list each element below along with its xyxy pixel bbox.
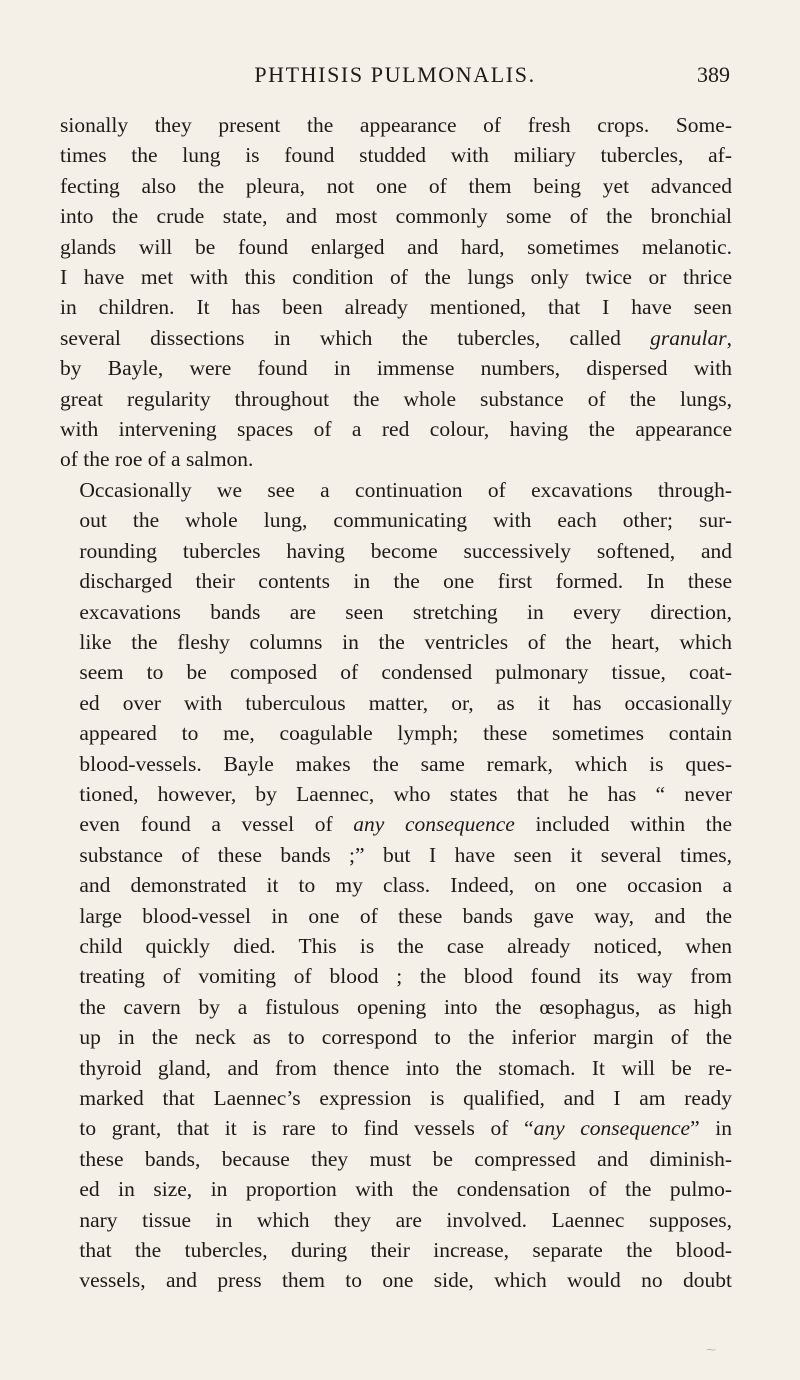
text-line: marked that Laennec’s expression is qualified, and I am ready (79, 1086, 732, 1110)
italic-term: any consequence (533, 1116, 691, 1141)
text-run: , (726, 325, 732, 350)
text-line: blood-vessels. Bayle makes the same remark, which is ques- (79, 751, 732, 776)
running-head (60, 62, 730, 96)
text-line: fecting also the pleura, not one of them being yet advanced (60, 173, 732, 198)
text-line: tioned, however, by Laennec, who states that he has “ never (79, 781, 732, 806)
text-line (60, 1113, 732, 1143)
text-line: like the fleshy columns in the ventricles of the heart, which (79, 629, 732, 654)
text-line: Occasionally we see a continuation of excavations through- (79, 477, 732, 502)
italic-term: any consequence (353, 812, 515, 837)
italic-term: granular (650, 325, 727, 350)
text-line: excavations bands are seen stretching in every direction, (79, 599, 732, 624)
text-line: times the lung is found studded with miliary tubercles, af- (60, 143, 732, 168)
text-line: discharged their contents in the one first formed. In these (79, 569, 732, 594)
text-line: these bands, because they must be compressed and diminish- (79, 1146, 732, 1171)
running-title: PHTHISIS PULMONALIS. (254, 62, 536, 87)
text-run: several dissections in which the tubercles, called (60, 325, 651, 350)
text-line: the cavern by a fistulous opening into the œsophagus, as high (79, 994, 732, 1019)
text-line: seem to be composed of condensed pulmonary tissue, coat- (79, 660, 732, 685)
body-text (60, 110, 732, 1296)
text-line: appeared to me, coagulable lymph; these sometimes contain (79, 721, 732, 746)
ink-smudge: ⁓ (706, 1345, 716, 1356)
text-line: ed over with tuberculous matter, or, as it has occasionally (79, 690, 732, 715)
paragraph-1 (60, 110, 732, 475)
text-line: thyroid gland, and from thence into the stomach. It will be re- (79, 1055, 732, 1080)
text-run: to grant, that it is rare to find vessels of “ (79, 1116, 534, 1141)
page-number: 389 (697, 62, 730, 87)
text-line: vessels, and press them to one side, which would no doubt (79, 1268, 732, 1293)
text-line: that the tubercles, during their increase, separate the blood- (79, 1238, 732, 1263)
text-line: glands will be found enlarged and hard, sometimes melanotic. (60, 234, 732, 259)
text-run: even found a vessel of (79, 812, 354, 837)
text-line: substance of these bands ;” but I have seen it several times, (79, 842, 732, 867)
text-run: included within the (514, 812, 733, 837)
text-line (60, 809, 732, 839)
text-line: out the whole lung, communicating with each other; sur- (79, 508, 732, 533)
text-line: ed in size, in proportion with the condensation of the pulmo- (79, 1177, 732, 1202)
text-line: great regularity throughout the whole substance of the lungs, (60, 386, 732, 411)
text-line: rounding tubercles having become successively softened, and (79, 538, 732, 563)
paragraph-2 (60, 475, 732, 1296)
text-line: of the roe of a salmon. (60, 447, 254, 472)
text-line (60, 323, 732, 353)
text-line: child quickly died. This is the case already noticed, when (79, 933, 732, 958)
text-line: large blood-vessel in one of these bands gave way, and the (79, 903, 732, 928)
text-line: up in the neck as to correspond to the inferior margin of the (79, 1025, 732, 1050)
text-line: treating of vomiting of blood ; the blood found its way from (79, 964, 732, 989)
text-line: into the crude state, and most commonly some of the bronchial (60, 204, 732, 229)
text-line: I have met with this condition of the lungs only twice or thrice (60, 265, 732, 290)
text-line: in children. It has been already mentioned, that I have seen (60, 295, 732, 320)
text-line: and demonstrated it to my class. Indeed, on one occasion a (79, 873, 732, 898)
text-line: nary tissue in which they are involved. Laennec supposes, (79, 1207, 732, 1232)
text-line: by Bayle, were found in immense numbers, dispersed with (60, 356, 732, 381)
text-run: ” in (690, 1116, 732, 1141)
text-line: sionally they present the appearance of fresh crops. Some- (60, 113, 732, 137)
text-line: with intervening spaces of a red colour, having the appearance (60, 417, 732, 442)
